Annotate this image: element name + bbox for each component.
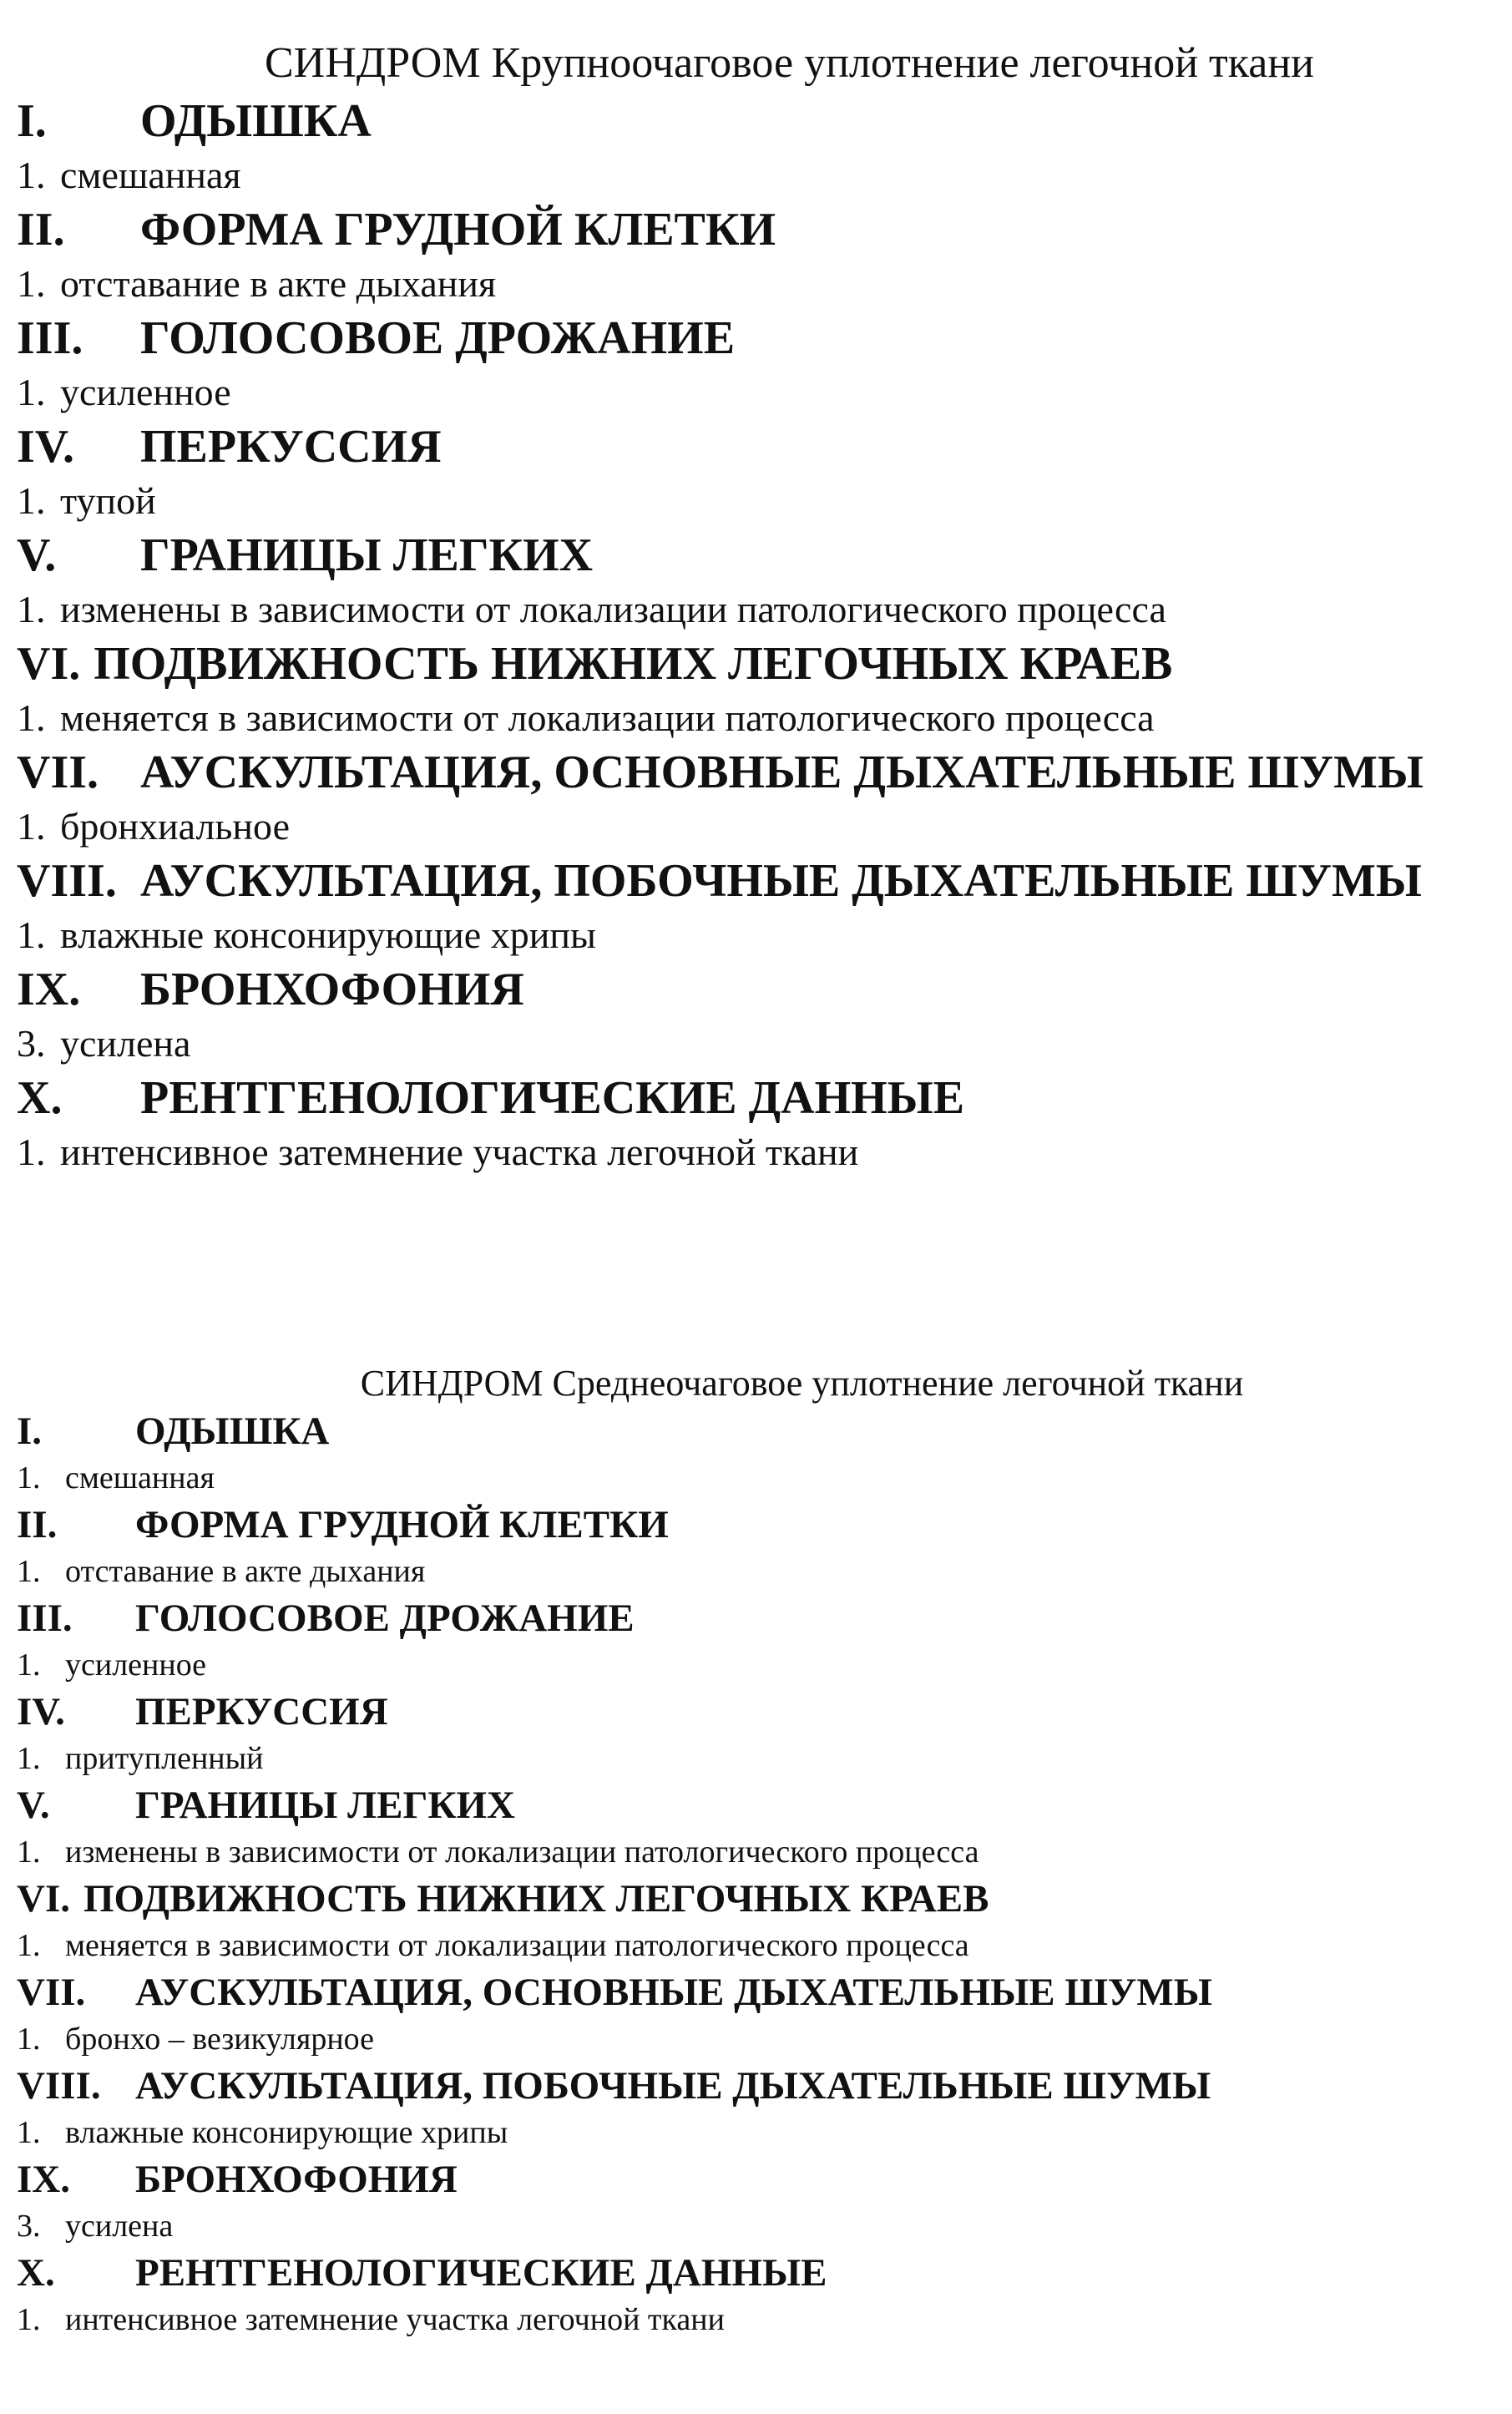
finding-number: 3. xyxy=(17,2209,41,2244)
finding-number: 1. xyxy=(17,371,46,413)
finding-number: 1. xyxy=(17,1928,41,1963)
finding-text: усиленное xyxy=(60,371,231,413)
finding-text: изменены в зависимости от локализации патологического процесса xyxy=(60,588,1166,630)
section-list xyxy=(0,1408,1512,2343)
section-numeral: VI. xyxy=(17,1877,70,1921)
syndrome-title: СИНДРОМ Крупноочаговое уплотнение легочной ткани xyxy=(264,39,1314,87)
section-heading xyxy=(17,962,1512,1017)
section-numeral: II. xyxy=(17,1503,58,1546)
finding-number: 1. xyxy=(17,262,46,305)
section-heading-text: АУСКУЛЬТАЦИЯ, ОСНОВНЫЕ ДЫХАТЕЛЬНЫЕ ШУМЫ xyxy=(140,746,1424,798)
finding-line xyxy=(17,1642,1512,1688)
section xyxy=(17,202,1512,311)
finding-number: 1. xyxy=(17,1647,41,1683)
finding-line xyxy=(17,257,1512,311)
section xyxy=(17,419,1512,528)
finding-number: 1. xyxy=(17,805,46,848)
finding-text: изменены в зависимости от локализации патологического процесса xyxy=(65,1835,979,1870)
finding-line xyxy=(17,583,1512,636)
finding-text: меняется в зависимости от локализации патологического процесса xyxy=(65,1928,969,1963)
finding-line xyxy=(17,366,1512,419)
finding-number: 1. xyxy=(17,913,46,956)
section-numeral: IX. xyxy=(17,2158,70,2201)
section xyxy=(17,1782,1512,1875)
section-heading-text: РЕНТГЕНОЛОГИЧЕСКИЕ ДАННЫЕ xyxy=(135,2251,827,2295)
section-heading xyxy=(17,2156,1512,2203)
section-heading xyxy=(17,1688,1512,1735)
section-heading-text: ОДЫШКА xyxy=(140,95,372,147)
finding-text: смешанная xyxy=(65,1460,215,1495)
section-numeral: I. xyxy=(17,1409,43,1453)
finding-text: тупой xyxy=(60,479,156,522)
finding-number: 1. xyxy=(17,696,46,739)
section-numeral: I. xyxy=(17,95,47,147)
section-heading-text: АУСКУЛЬТАЦИЯ, ОСНОВНЫЕ ДЫХАТЕЛЬНЫЕ ШУМЫ xyxy=(135,1971,1212,2014)
section xyxy=(17,311,1512,419)
finding-text: отставание в акте дыхания xyxy=(65,1554,426,1589)
finding-text: смешанная xyxy=(60,154,241,196)
finding-text: притупленный xyxy=(65,1741,264,1776)
section-numeral: IV. xyxy=(17,421,75,473)
finding-line xyxy=(17,149,1512,202)
section-numeral: III. xyxy=(17,312,83,364)
finding-line xyxy=(17,1829,1512,1875)
section-heading xyxy=(17,745,1512,800)
section-heading-text: ПОДВИЖНОСТЬ НИЖНИХ ЛЕГОЧНЫХ КРАЕВ xyxy=(83,1877,989,1921)
section xyxy=(17,636,1512,745)
finding-text: меняется в зависимости от локализации патологического процесса xyxy=(60,696,1155,739)
section-heading xyxy=(17,2250,1512,2296)
section-heading-text: ГОЛОСОВОЕ ДРОЖАНИЕ xyxy=(135,1597,635,1640)
section-numeral: II. xyxy=(17,204,65,256)
section-heading xyxy=(17,2062,1512,2109)
section-heading-text: РЕНТГЕНОЛОГИЧЕСКИЕ ДАННЫЕ xyxy=(140,1072,965,1124)
finding-number: 1. xyxy=(17,1554,41,1589)
section-heading-text: ПОДВИЖНОСТЬ НИЖНИХ ЛЕГОЧНЫХ КРАЕВ xyxy=(94,638,1173,690)
section-heading xyxy=(17,636,1512,691)
section xyxy=(17,745,1512,853)
finding-number: 1. xyxy=(17,154,46,196)
section-numeral: V. xyxy=(17,529,57,581)
finding-text: интенсивное затемнение участка легочной ткани xyxy=(65,2302,725,2337)
section xyxy=(17,2156,1512,2250)
syndrome-block xyxy=(0,1359,1512,2343)
section-heading-text: ОДЫШКА xyxy=(135,1409,330,1453)
section xyxy=(17,1501,1512,1595)
section-numeral: X. xyxy=(17,2251,55,2295)
section xyxy=(17,1408,1512,1501)
section-heading xyxy=(17,528,1512,583)
finding-number: 1. xyxy=(17,2022,41,2057)
section-numeral: VIII. xyxy=(17,2064,101,2108)
section xyxy=(17,94,1512,202)
section-heading xyxy=(17,311,1512,366)
section xyxy=(17,1070,1512,1179)
section-heading-text: ПЕРКУССИЯ xyxy=(140,421,442,473)
section xyxy=(17,962,1512,1070)
syndrome-title: СИНДРОМ Среднеочаговое уплотнение легочной ткани xyxy=(360,1363,1244,1404)
section-heading xyxy=(17,94,1512,149)
finding-text: влажные консонирующие хрипы xyxy=(60,913,596,956)
finding-text: бронхо – везикулярное xyxy=(65,2022,374,2057)
finding-text: усиленное xyxy=(65,1647,207,1683)
finding-text: интенсивное затемнение участка легочной ткани xyxy=(60,1131,859,1173)
section-heading-text: БРОНХОФОНИЯ xyxy=(140,964,524,1015)
finding-number: 1. xyxy=(17,479,46,522)
finding-line xyxy=(17,800,1512,853)
finding-text: отставание в акте дыхания xyxy=(60,262,497,305)
finding-line xyxy=(17,1017,1512,1070)
section xyxy=(17,853,1512,962)
section-heading xyxy=(17,1782,1512,1829)
section-heading xyxy=(17,1875,1512,1922)
finding-line xyxy=(17,474,1512,528)
section-numeral: VI. xyxy=(17,638,81,690)
finding-line xyxy=(17,2109,1512,2156)
section-numeral: IX. xyxy=(17,964,81,1015)
section-heading xyxy=(17,1501,1512,1548)
finding-number: 1. xyxy=(17,1460,41,1495)
finding-text: усилена xyxy=(60,1022,191,1065)
finding-number: 1. xyxy=(17,1835,41,1870)
section-numeral: V. xyxy=(17,1784,50,1827)
section-numeral: VII. xyxy=(17,746,99,798)
finding-line xyxy=(17,1126,1512,1179)
section-heading-text: ГОЛОСОВОЕ ДРОЖАНИЕ xyxy=(140,312,736,364)
section xyxy=(17,2062,1512,2156)
finding-line xyxy=(17,2016,1512,2062)
finding-text: бронхиальное xyxy=(60,805,290,848)
finding-line xyxy=(17,2203,1512,2250)
section-heading-text: БРОНХОФОНИЯ xyxy=(135,2158,458,2201)
finding-number: 1. xyxy=(17,1741,41,1776)
section-heading-text: ГРАНИЦЫ ЛЕГКИХ xyxy=(135,1784,515,1827)
section-numeral: III. xyxy=(17,1597,73,1640)
section-numeral: VII. xyxy=(17,1971,86,2014)
section-heading xyxy=(17,1408,1512,1455)
section-heading xyxy=(17,853,1512,908)
section-heading-text: ФОРМА ГРУДНОЙ КЛЕТКИ xyxy=(140,204,776,256)
section-numeral: VIII. xyxy=(17,855,117,907)
finding-number: 3. xyxy=(17,1022,46,1065)
finding-line xyxy=(17,1735,1512,1782)
section-heading-text: АУСКУЛЬТАЦИЯ, ПОБОЧНЫЕ ДЫХАТЕЛЬНЫЕ ШУМЫ xyxy=(135,2064,1211,2108)
section xyxy=(17,2250,1512,2343)
section xyxy=(17,1875,1512,1969)
section-numeral: IV. xyxy=(17,1690,65,1733)
finding-number: 1. xyxy=(17,588,46,630)
finding-text: влажные консонирующие хрипы xyxy=(65,2115,508,2150)
section-heading xyxy=(17,1969,1512,2016)
finding-number: 1. xyxy=(17,2302,41,2337)
section xyxy=(17,528,1512,636)
finding-text: усилена xyxy=(65,2209,174,2244)
section xyxy=(17,1595,1512,1688)
section-heading-text: ПЕРКУССИЯ xyxy=(135,1690,388,1733)
finding-number: 1. xyxy=(17,1131,46,1173)
section xyxy=(17,1688,1512,1782)
section-heading xyxy=(17,1070,1512,1126)
section-list xyxy=(0,94,1512,1179)
section-heading xyxy=(17,419,1512,474)
syndrome-block xyxy=(0,33,1512,1179)
finding-line xyxy=(17,1548,1512,1595)
section-heading-text: ФОРМА ГРУДНОЙ КЛЕТКИ xyxy=(135,1503,669,1546)
section-heading-text: АУСКУЛЬТАЦИЯ, ПОБОЧНЫЕ ДЫХАТЕЛЬНЫЕ ШУМЫ xyxy=(140,855,1422,907)
section-numeral: X. xyxy=(17,1072,63,1124)
finding-line xyxy=(17,908,1512,962)
finding-line xyxy=(17,2296,1512,2343)
section-heading xyxy=(17,1595,1512,1642)
finding-number: 1. xyxy=(17,2115,41,2150)
section xyxy=(17,1969,1512,2062)
finding-line xyxy=(17,691,1512,745)
finding-line xyxy=(17,1922,1512,1969)
section-heading xyxy=(17,202,1512,257)
section-heading-text: ГРАНИЦЫ ЛЕГКИХ xyxy=(140,529,594,581)
finding-line xyxy=(17,1455,1512,1501)
